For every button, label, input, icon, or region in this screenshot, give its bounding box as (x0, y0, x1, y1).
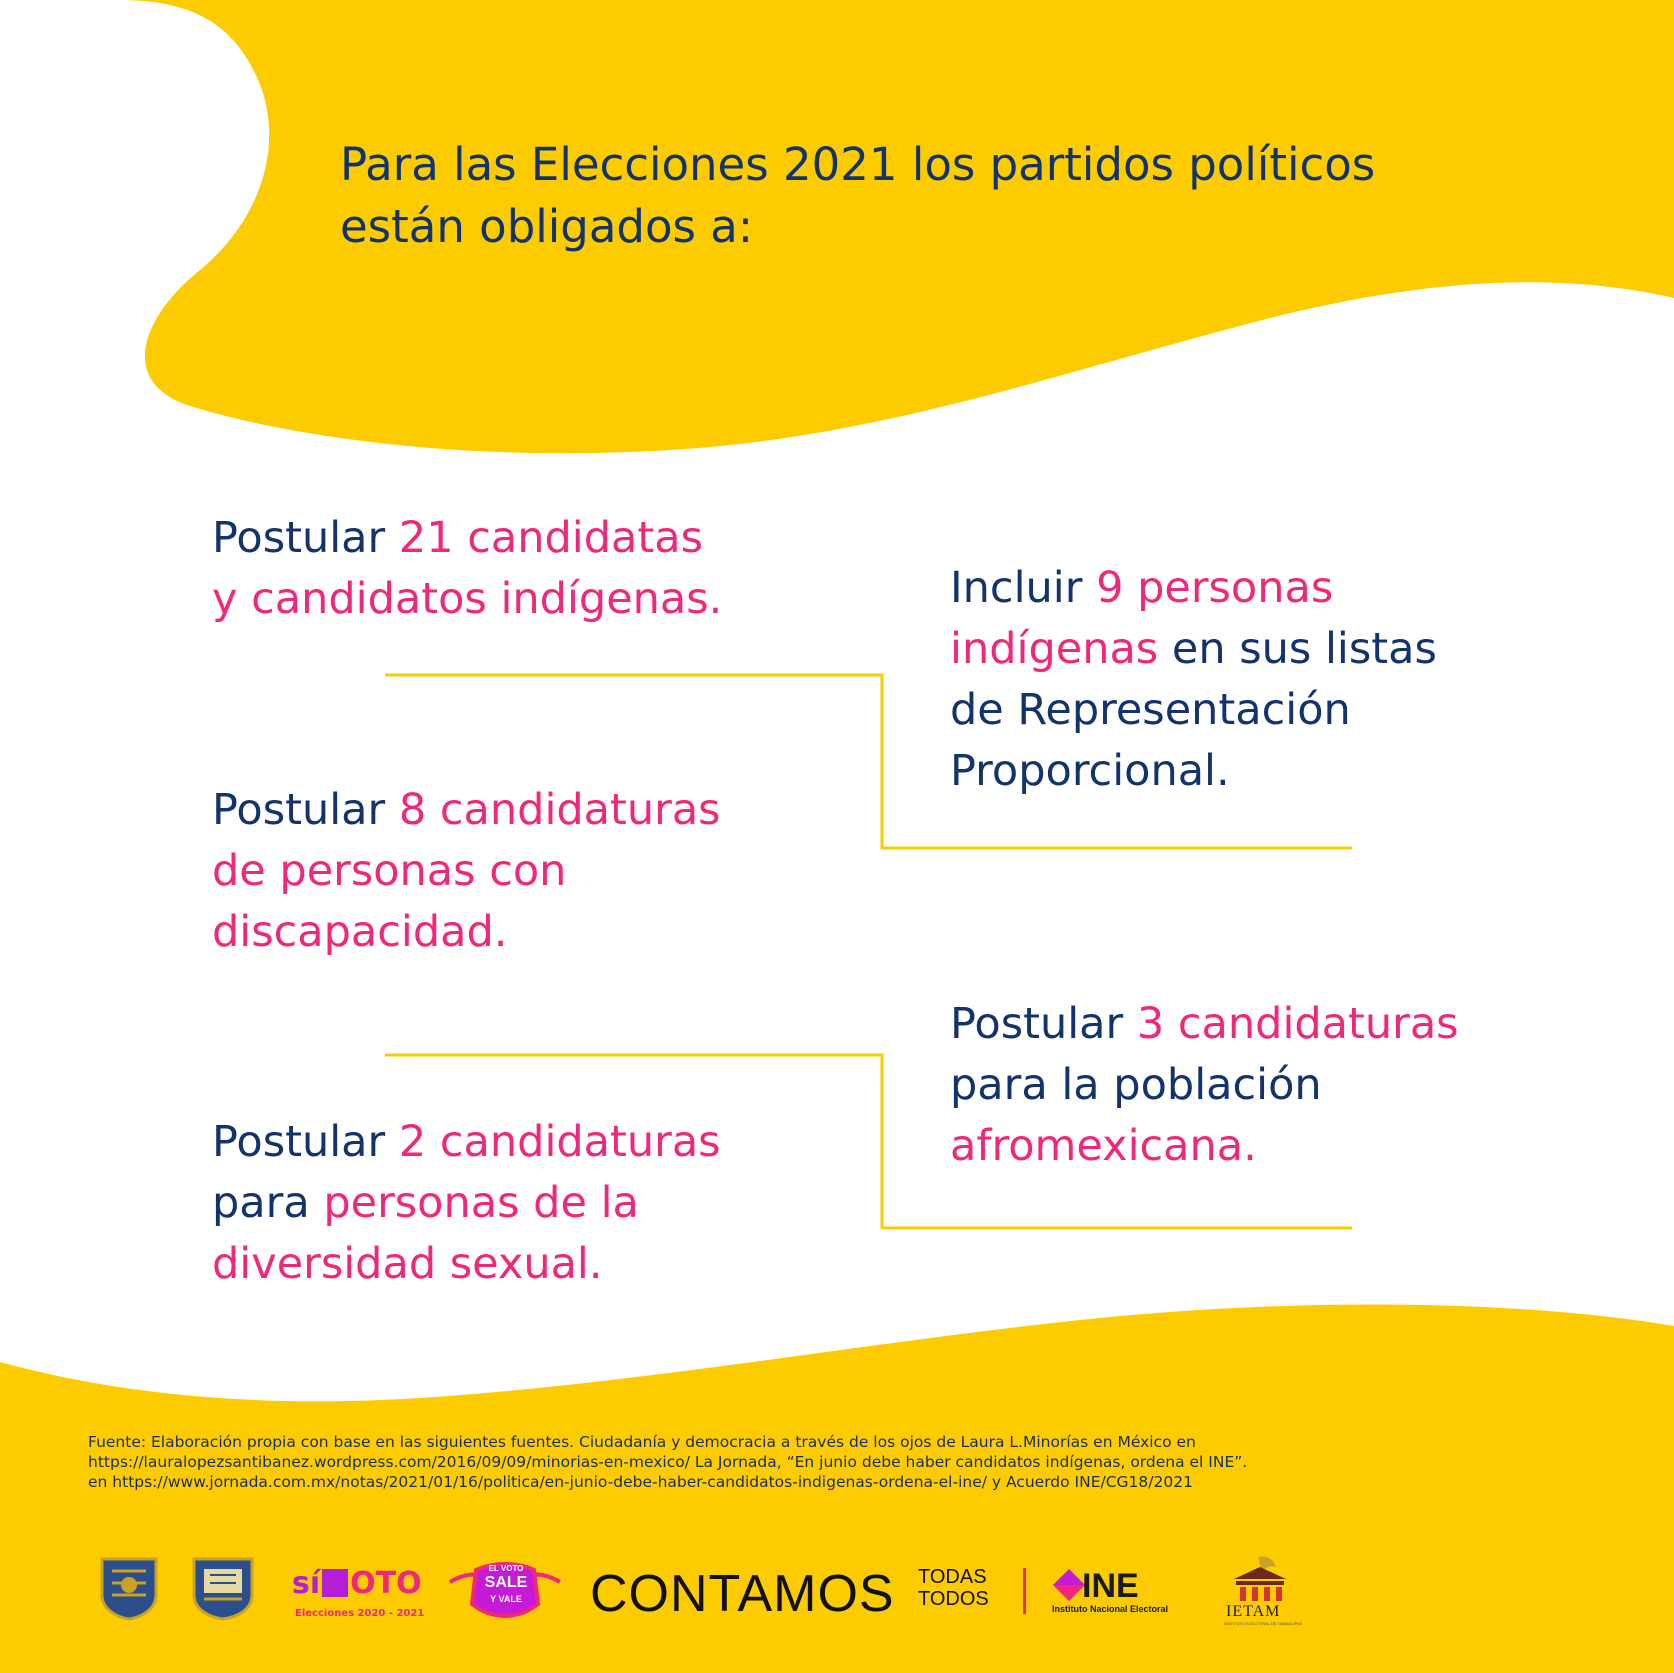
item-line: de personas con (212, 846, 567, 896)
item-text: Postular (212, 1117, 399, 1167)
unam-crest-logo (98, 1555, 160, 1621)
item-line: discapacidad. (212, 907, 508, 957)
contamos-logo: CONTAMOS (590, 1565, 895, 1623)
source-note (88, 1432, 1588, 1492)
voto-line-3: Y VALE (490, 1594, 522, 1604)
voto-line-1: EL VOTO (488, 1564, 524, 1573)
source-line-1: Fuente: Elaboración propia con base en las siguientes fuentes. Ciudadanía y democracia a través de los ojos de Laura L.Minorías en México en (88, 1433, 1196, 1451)
item-line: para la población (950, 1060, 1322, 1110)
ine-logo: INE (1082, 1567, 1139, 1605)
item-text: para (212, 1178, 324, 1228)
si-voto-oto: OTO (350, 1566, 422, 1601)
item-line (950, 994, 1459, 1055)
source-line-2: https://lauralopezsantibanez.wordpress.com/2016/09/09/minorias-en-mexico/ La Jornada, “En junio debe haber candidatos indígenas, ordena el INE”. (88, 1453, 1248, 1471)
ietam-subtitle: INSTITUTO ELECTORAL DE TAMAULIPAS (1224, 1621, 1303, 1626)
source-line-3: en https://www.jornada.com.mx/notas/2021/01/16/politica/en-junio-debe-haber-candidatos-indigenas-ordena-el-ine/ y Acuerdo INE/CG18/2021 (88, 1473, 1193, 1491)
obligation-indigenous-candidates (212, 508, 722, 630)
obligation-afromexican (950, 994, 1459, 1177)
item-line (212, 780, 721, 841)
item-highlight: 2 candidaturas (398, 1117, 721, 1167)
todos-label: TODOS (918, 1588, 989, 1610)
ine-diamond-icon (1052, 1568, 1086, 1602)
item-line (950, 558, 1437, 619)
ietam-emblem-icon (1228, 1553, 1292, 1605)
title-line-1: Para las Elecciones 2021 los partidos políticos (340, 138, 1376, 191)
item-line: afromexicana. (950, 1121, 1257, 1171)
item-line (950, 619, 1437, 680)
ballot-box-icon (322, 1569, 348, 1597)
obligation-indigenous-lists (950, 558, 1437, 802)
item-text: Postular (212, 513, 399, 563)
faculty-crest-logo (190, 1553, 256, 1621)
title-line-2: están obligados a: (340, 200, 753, 253)
si-voto-logo (292, 1566, 422, 1601)
item-text: Postular (212, 785, 399, 835)
item-highlight: 8 candidaturas (398, 785, 721, 835)
logo-divider (1023, 1568, 1026, 1614)
item-highlight: 21 candidatas (398, 513, 704, 563)
obligation-disability (212, 780, 721, 963)
todas-todos-label (918, 1566, 989, 1610)
page-title (340, 134, 1560, 258)
item-line: y candidatos indígenas. (212, 574, 723, 624)
voto-line-2: SALE (484, 1574, 528, 1591)
item-text: Postular (950, 999, 1137, 1049)
item-line: diversidad sexual. (212, 1239, 603, 1289)
item-text: en sus listas (1158, 624, 1437, 674)
obligation-sexual-diversity (212, 1112, 721, 1295)
item-highlight: personas de la (323, 1178, 639, 1228)
item-highlight: 9 personas (1096, 563, 1334, 613)
item-highlight: 3 candidaturas (1136, 999, 1459, 1049)
si-voto-si: sí (292, 1566, 321, 1601)
item-line (212, 508, 722, 569)
item-highlight: indígenas (950, 624, 1159, 674)
item-line (212, 1173, 721, 1234)
item-line: Proporcional. (950, 746, 1230, 796)
si-voto-subtitle: Elecciones 2020 - 2021 (295, 1608, 425, 1619)
item-line: de Representación (950, 685, 1351, 735)
item-line (212, 1112, 721, 1173)
ietam-logo: IETAM (1226, 1603, 1281, 1620)
ine-subtitle: Instituto Nacional Electoral (1052, 1604, 1169, 1614)
item-text: Incluir (950, 563, 1097, 613)
todas-label: TODAS (918, 1566, 987, 1588)
